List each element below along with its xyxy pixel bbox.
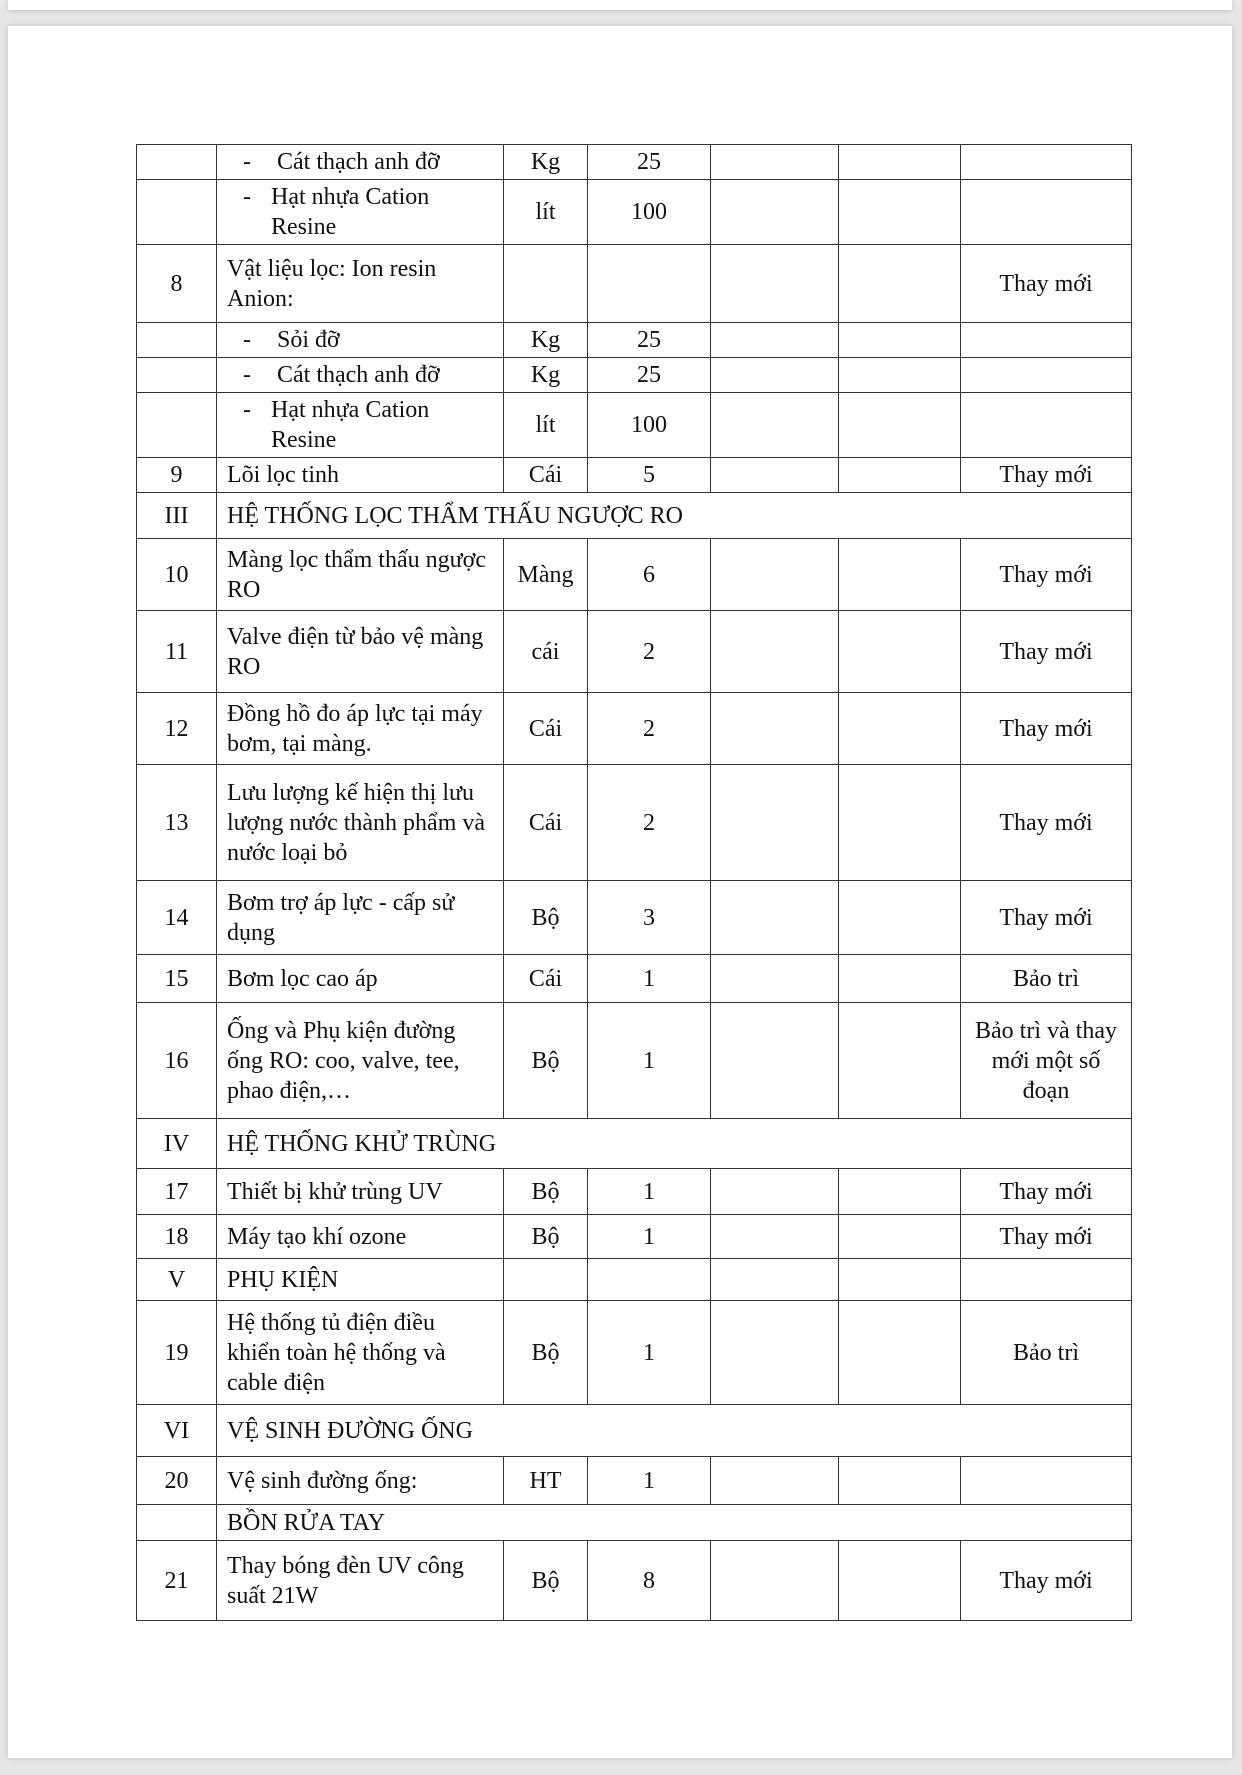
empty-cell <box>711 1301 839 1405</box>
empty-cell <box>839 693 961 765</box>
note-cell: Thay mới <box>961 539 1132 611</box>
unit-cell: Bộ <box>504 1541 588 1621</box>
unit-cell: Kg <box>504 145 588 180</box>
bullet-dash: - <box>243 362 251 388</box>
quantity-cell: 3 <box>588 881 711 955</box>
empty-cell <box>839 1301 961 1405</box>
quantity-cell: 2 <box>588 765 711 881</box>
quantity-cell: 1 <box>588 1457 711 1505</box>
quantity-cell: 25 <box>588 358 711 393</box>
equipment-table <box>136 144 1132 1621</box>
empty-cell <box>839 1169 961 1215</box>
item-name: Hạt nhựa Cation Resine <box>271 397 430 453</box>
table-row <box>137 1457 1132 1505</box>
row-number: IV <box>137 1119 217 1169</box>
empty-cell <box>711 765 839 881</box>
item-name: Màng lọc thẩm thấu ngược RO <box>217 539 504 611</box>
empty-cell <box>711 323 839 358</box>
empty-cell <box>711 1457 839 1505</box>
table-row <box>137 393 1132 458</box>
note-cell: Bảo trì và thay mới một số đoạn <box>961 1003 1132 1119</box>
quantity-cell: 1 <box>588 1003 711 1119</box>
unit-cell <box>504 1259 588 1301</box>
note-cell: Thay mới <box>961 693 1132 765</box>
empty-cell <box>711 611 839 693</box>
empty-cell <box>839 180 961 245</box>
row-number: 16 <box>137 1003 217 1119</box>
row-number <box>137 180 217 245</box>
quantity-cell: 1 <box>588 1301 711 1405</box>
note-cell <box>961 323 1132 358</box>
section-title: PHỤ KIỆN <box>217 1259 504 1301</box>
item-name: Thiết bị khử trùng UV <box>217 1169 504 1215</box>
table-row <box>137 1541 1132 1621</box>
note-cell: Bảo trì <box>961 1301 1132 1405</box>
empty-cell <box>711 245 839 323</box>
note-cell: Thay mới <box>961 765 1132 881</box>
item-name-cell <box>217 358 504 393</box>
previous-page-edge <box>8 0 1232 10</box>
empty-cell <box>839 881 961 955</box>
table-row <box>137 458 1132 493</box>
section-title: HỆ THỐNG KHỬ TRÙNG <box>217 1119 1132 1169</box>
note-cell: Thay mới <box>961 881 1132 955</box>
row-number: 15 <box>137 955 217 1003</box>
row-number: VI <box>137 1405 217 1457</box>
unit-cell: Cái <box>504 458 588 493</box>
note-cell: Thay mới <box>961 458 1132 493</box>
note-cell: Bảo trì <box>961 955 1132 1003</box>
empty-cell <box>711 180 839 245</box>
unit-cell: cái <box>504 611 588 693</box>
section-title: BỒN RỬA TAY <box>217 1505 1132 1541</box>
quantity-cell: 8 <box>588 1541 711 1621</box>
item-name-cell <box>217 180 504 245</box>
empty-cell <box>711 358 839 393</box>
empty-cell <box>711 955 839 1003</box>
quantity-cell: 100 <box>588 180 711 245</box>
row-number: 8 <box>137 245 217 323</box>
table-row <box>137 1169 1132 1215</box>
table-row <box>137 358 1132 393</box>
empty-cell <box>839 611 961 693</box>
unit-cell: Cái <box>504 765 588 881</box>
quantity-cell: 100 <box>588 393 711 458</box>
item-name-cell <box>217 393 504 458</box>
row-number <box>137 1505 217 1541</box>
row-number <box>137 145 217 180</box>
empty-cell <box>711 539 839 611</box>
row-number: 11 <box>137 611 217 693</box>
table-row <box>137 881 1132 955</box>
table-row <box>137 1505 1132 1541</box>
item-name: Hạt nhựa Cation Resine <box>271 184 430 240</box>
row-number: 13 <box>137 765 217 881</box>
item-name: Sỏi đỡ <box>277 327 340 353</box>
item-name-cell <box>217 145 504 180</box>
table-row <box>137 539 1132 611</box>
unit-cell: Màng <box>504 539 588 611</box>
empty-cell <box>839 393 961 458</box>
bullet-dash: - <box>243 397 251 423</box>
item-name: Cát thạch anh đỡ <box>277 362 440 388</box>
note-cell <box>961 180 1132 245</box>
unit-cell: Cái <box>504 693 588 765</box>
item-name: Vệ sinh đường ống: <box>217 1457 504 1505</box>
quantity-cell <box>588 245 711 323</box>
table-row <box>137 1259 1132 1301</box>
row-number: III <box>137 493 217 539</box>
quantity-cell: 6 <box>588 539 711 611</box>
table-row <box>137 1003 1132 1119</box>
table-row <box>137 1301 1132 1405</box>
unit-cell: Bộ <box>504 1003 588 1119</box>
row-number: V <box>137 1259 217 1301</box>
note-cell <box>961 145 1132 180</box>
quantity-cell: 1 <box>588 955 711 1003</box>
table-row <box>137 493 1132 539</box>
item-name: Bơm lọc cao áp <box>217 955 504 1003</box>
row-number: 9 <box>137 458 217 493</box>
item-name: Lõi lọc tinh <box>217 458 504 493</box>
empty-cell <box>839 1215 961 1259</box>
qty-cell <box>588 1259 711 1301</box>
quantity-cell: 25 <box>588 323 711 358</box>
quantity-cell: 2 <box>588 611 711 693</box>
item-name: Ống và Phụ kiện đường ống RO: coo, valve, tee, phao điện,… <box>217 1003 504 1119</box>
note-cell <box>961 358 1132 393</box>
empty-cell <box>839 1259 961 1301</box>
unit-cell: Bộ <box>504 881 588 955</box>
bullet-dash: - <box>243 149 251 175</box>
empty-cell <box>711 1541 839 1621</box>
note-cell: Thay mới <box>961 245 1132 323</box>
table-row <box>137 1119 1132 1169</box>
empty-cell <box>711 1169 839 1215</box>
unit-cell: Cái <box>504 955 588 1003</box>
item-name: Thay bóng đèn UV công suất 21W <box>217 1541 504 1621</box>
row-number: 10 <box>137 539 217 611</box>
row-number: 12 <box>137 693 217 765</box>
quantity-cell: 5 <box>588 458 711 493</box>
row-number <box>137 323 217 358</box>
unit-cell: lít <box>504 393 588 458</box>
item-name: Vật liệu lọc: Ion resin Anion: <box>217 245 504 323</box>
row-number: 20 <box>137 1457 217 1505</box>
unit-cell: HT <box>504 1457 588 1505</box>
section-title: HỆ THỐNG LỌC THẨM THẤU NGƯỢC RO <box>217 493 1132 539</box>
table-row <box>137 955 1132 1003</box>
item-name: Bơm trợ áp lực - cấp sử dụng <box>217 881 504 955</box>
empty-cell <box>711 145 839 180</box>
empty-cell <box>839 1541 961 1621</box>
empty-cell <box>711 881 839 955</box>
table-row <box>137 180 1132 245</box>
note-cell <box>961 1259 1132 1301</box>
empty-cell <box>839 765 961 881</box>
unit-cell: Bộ <box>504 1215 588 1259</box>
table-row <box>137 1405 1132 1457</box>
unit-cell: Bộ <box>504 1301 588 1405</box>
unit-cell: Kg <box>504 323 588 358</box>
note-cell <box>961 1457 1132 1505</box>
empty-cell <box>711 1003 839 1119</box>
empty-cell <box>839 1457 961 1505</box>
quantity-cell: 1 <box>588 1169 711 1215</box>
table-row <box>137 611 1132 693</box>
item-name: Cát thạch anh đỡ <box>277 149 440 175</box>
item-name: Máy tạo khí ozone <box>217 1215 504 1259</box>
section-title: VỆ SINH ĐƯỜNG ỐNG <box>217 1405 1132 1457</box>
empty-cell <box>839 955 961 1003</box>
row-number <box>137 358 217 393</box>
empty-cell <box>839 458 961 493</box>
empty-cell <box>839 323 961 358</box>
unit-cell <box>504 245 588 323</box>
empty-cell <box>711 1215 839 1259</box>
table-row <box>137 245 1132 323</box>
note-cell: Thay mới <box>961 1169 1132 1215</box>
note-cell: Thay mới <box>961 1541 1132 1621</box>
note-cell: Thay mới <box>961 1215 1132 1259</box>
row-number: 14 <box>137 881 217 955</box>
table-row <box>137 693 1132 765</box>
empty-cell <box>839 1003 961 1119</box>
unit-cell: lít <box>504 180 588 245</box>
quantity-cell: 1 <box>588 1215 711 1259</box>
empty-cell <box>839 539 961 611</box>
table-row <box>137 1215 1132 1259</box>
table-row <box>137 145 1132 180</box>
empty-cell <box>711 693 839 765</box>
row-number: 21 <box>137 1541 217 1621</box>
bullet-dash: - <box>243 327 251 353</box>
table-body <box>137 145 1132 1621</box>
row-number: 19 <box>137 1301 217 1405</box>
table-row <box>137 323 1132 358</box>
empty-cell <box>711 458 839 493</box>
bullet-dash: - <box>243 184 251 210</box>
empty-cell <box>839 245 961 323</box>
item-name: Valve điện từ bảo vệ màng RO <box>217 611 504 693</box>
row-number: 18 <box>137 1215 217 1259</box>
empty-cell <box>711 393 839 458</box>
empty-cell <box>711 1259 839 1301</box>
item-name: Lưu lượng kế hiện thị lưu lượng nước thành phẩm và nước loại bỏ <box>217 765 504 881</box>
quantity-cell: 2 <box>588 693 711 765</box>
note-cell <box>961 393 1132 458</box>
empty-cell <box>839 145 961 180</box>
table-row <box>137 765 1132 881</box>
empty-cell <box>839 358 961 393</box>
item-name: Đồng hồ đo áp lực tại máy bơm, tại màng. <box>217 693 504 765</box>
unit-cell: Bộ <box>504 1169 588 1215</box>
unit-cell: Kg <box>504 358 588 393</box>
row-number <box>137 393 217 458</box>
row-number: 17 <box>137 1169 217 1215</box>
item-name: Hệ thống tủ điện điều khiển toàn hệ thống và cable điện <box>217 1301 504 1405</box>
item-name-cell <box>217 323 504 358</box>
quantity-cell: 25 <box>588 145 711 180</box>
note-cell: Thay mới <box>961 611 1132 693</box>
